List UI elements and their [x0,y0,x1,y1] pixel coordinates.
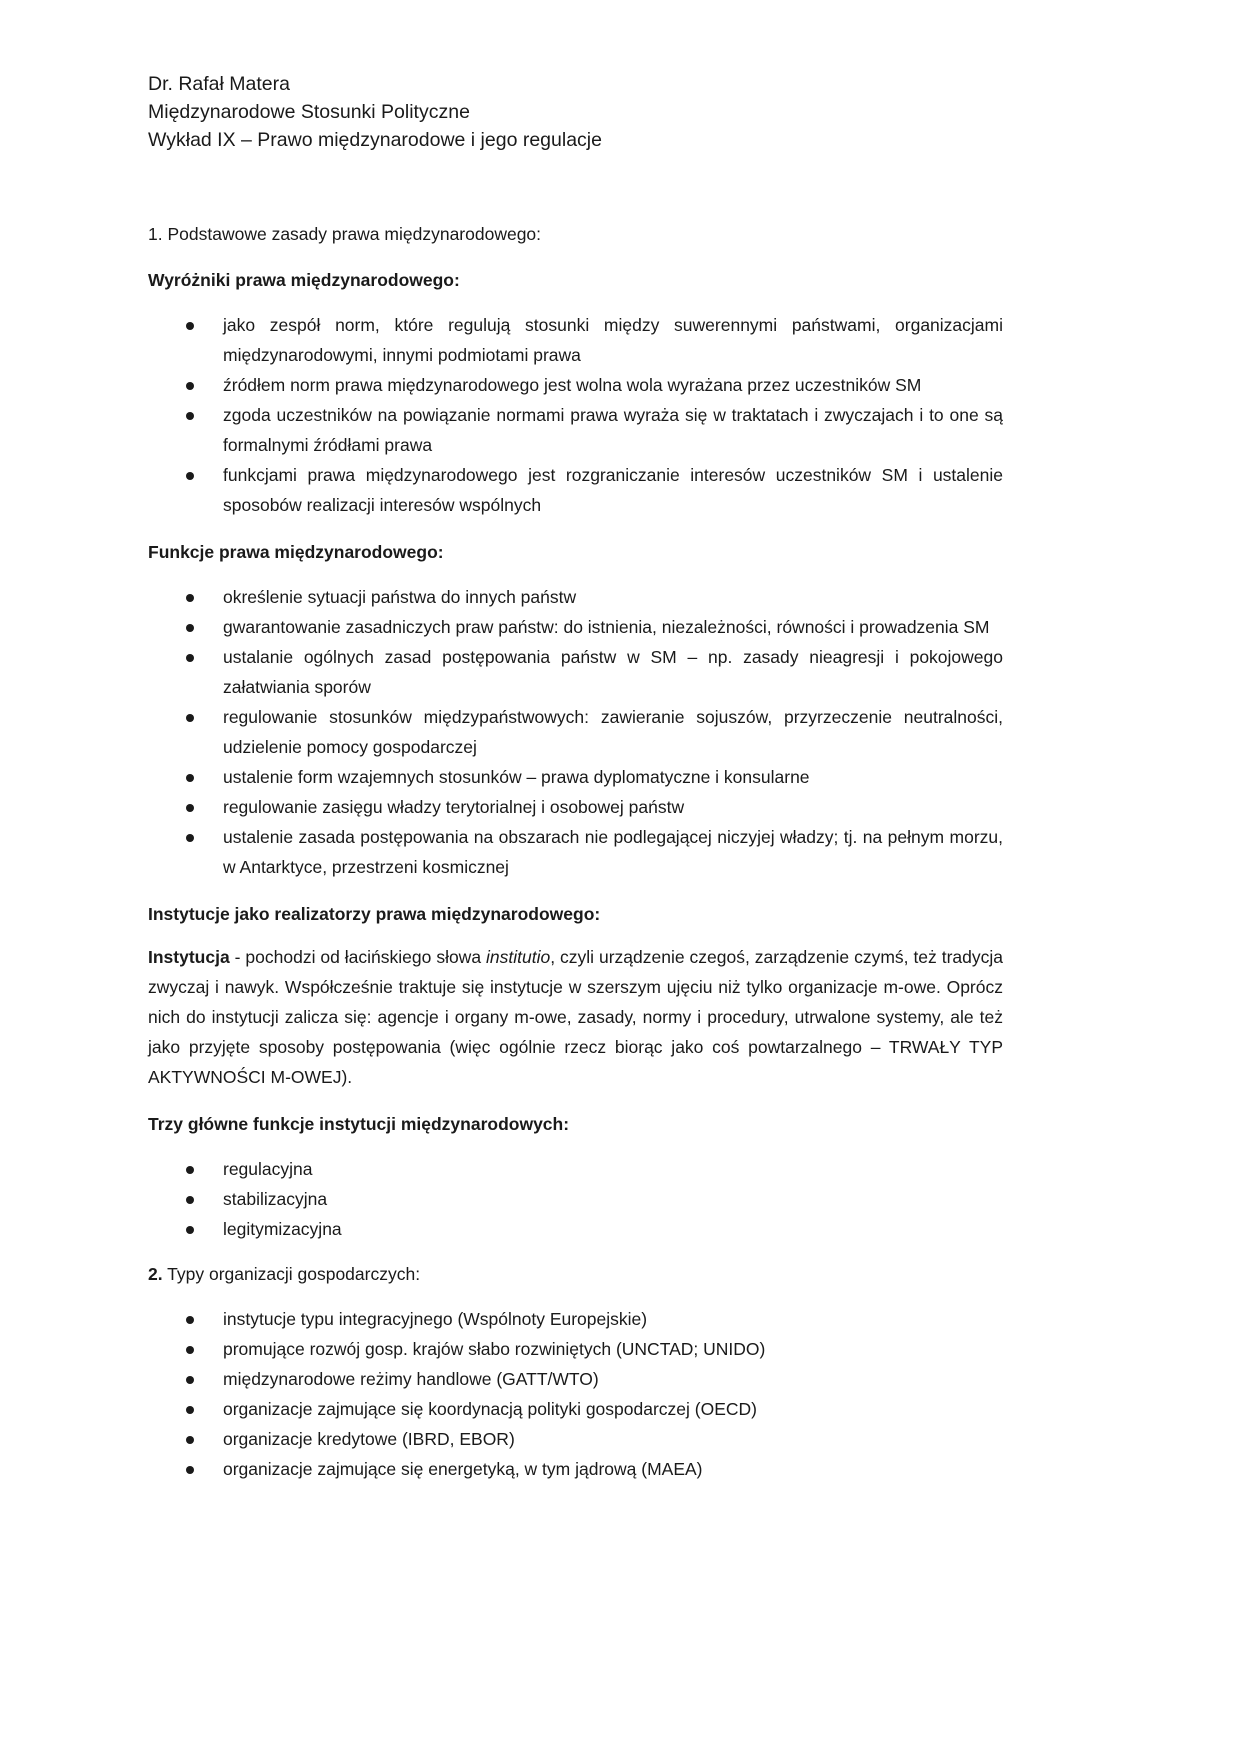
list-item: regulacyjna [148,1154,1003,1184]
list-item: jako zespół norm, które regulują stosunki między suwerennymi państwami, organizacjami międzynarodowymi, innymi podmiotami prawa [148,310,1003,370]
list-item: źródłem norm prawa międzynarodowego jest wolna wola wyrażana przez uczestników SM [148,370,1003,400]
document-header [148,70,1003,154]
bullet-icon [186,1316,194,1324]
list-item: ustalanie ogólnych zasad postępowania państw w SM – np. zasady nieagresji i pokojowego załatwiania sporów [148,642,1003,702]
list-item: organizacje kredytowe (IBRD, EBOR) [148,1424,1003,1454]
section-1-heading [148,222,1003,246]
distinctives-heading: Wyróżniki prawa międzynarodowego: [148,270,460,290]
institution-term: Instytucja [148,947,230,967]
list-item: zgoda uczestników na powiązanie normami prawa wyraża się w traktatach i zwyczajach i to one są formalnymi źródłami prawa [148,400,1003,460]
list-item: międzynarodowe reżimy handlowe (GATT/WTO) [148,1364,1003,1394]
list-item: instytucje typu integracyjnego (Wspólnoty Europejskie) [148,1304,1003,1334]
list-item: organizacje zajmujące się energetyką, w tym jądrową (MAEA) [148,1454,1003,1484]
bullet-icon [186,322,194,330]
bullet-icon [186,1346,194,1354]
list-item: legitymizacyjna [148,1214,1003,1244]
bullet-icon [186,774,194,782]
lecture-title: Wykład IX – Prawo międzynarodowe i jego regulacje [148,129,602,151]
bullet-icon [186,714,194,722]
list-item: promujące rozwój gosp. krajów słabo rozwiniętych (UNCTAD; UNIDO) [148,1334,1003,1364]
institution-functions-heading: Trzy główne funkcje instytucji międzynarodowych: [148,1114,570,1134]
list-item: organizacje zajmujące się koordynacją polityki gospodarczej (OECD) [148,1394,1003,1424]
section-2-title: Typy organizacji gospodarczych: [162,1264,421,1284]
bullet-icon [186,594,194,602]
functions-heading: Funkcje prawa międzynarodowego: [148,542,444,562]
institution-definition: Instytucja - pochodzi od łacińskiego słowa institutio, czyli urządzenie czegoś, zarządzenie czymś, też tradycja zwyczaj i nawyk. Współcześnie traktuje się instytucje w szerszym ujęciu niż tylko organizacje m-owe. Oprócz nich do instytucji zalicza się: agencje i organy m-owe, zasady, normy i procedury, utrwalone systemy, ale też jako przyjęte sposoby postępowania (więc ogólnie rzecz biorąc jako coś powtarzalnego – TRWAŁY TYP AKTYWNOŚCI M-OWEJ). [148,947,1003,1087]
bullet-icon [186,804,194,812]
list-item: ustalenie zasada postępowania na obszarach nie podlegającej niczyjej władzy; tj. na pełnym morzu, w Antarktyce, przestrzeni kosmicznej [148,822,1003,882]
section-1-number: 1. [148,224,163,244]
economic-organizations-list [148,1304,1003,1484]
bullet-icon [186,834,194,842]
bullet-icon [186,472,194,480]
section-1-title: Podstawowe zasady prawa międzynarodowego: [167,224,542,244]
list-item: stabilizacyjna [148,1184,1003,1214]
document-page [148,70,1003,1484]
bullet-icon [186,624,194,632]
list-item: regulowanie zasięgu władzy terytorialnej i osobowej państw [148,792,1003,822]
list-item: regulowanie stosunków międzypaństwowych: zawieranie sojuszów, przyrzeczenie neutralności, udzielenie pomocy gospodarczej [148,702,1003,762]
bullet-icon [186,1436,194,1444]
bullet-icon [186,1226,194,1234]
bullet-icon [186,1196,194,1204]
bullet-icon [186,1166,194,1174]
bullet-icon [186,382,194,390]
distinctives-list [148,310,1003,520]
section-2-heading [148,1262,1003,1286]
course-line: Międzynarodowe Stosunki Polityczne [148,101,470,123]
bullet-icon [186,1466,194,1474]
bullet-icon [186,654,194,662]
latin-term: institutio [486,947,551,967]
author-line: Dr. Rafał Matera [148,73,290,95]
bullet-icon [186,1406,194,1414]
list-item: funkcjami prawa międzynarodowego jest rozgraniczanie interesów uczestników SM i ustalenie sposobów realizacji interesów wspólnych [148,460,1003,520]
institution-functions-list [148,1154,1003,1244]
institutions-heading: Instytucje jako realizatorzy prawa międzynarodowego: [148,904,601,924]
bullet-icon [186,412,194,420]
functions-list [148,582,1003,882]
bullet-icon [186,1376,194,1384]
section-2-number: 2. [148,1264,163,1284]
list-item: gwarantowanie zasadniczych praw państw: do istnienia, niezależności, równości i prowadzenia SM [148,612,1003,642]
list-item: określenie sytuacji państwa do innych państw [148,582,1003,612]
list-item: ustalenie form wzajemnych stosunków – prawa dyplomatyczne i konsularne [148,762,1003,792]
